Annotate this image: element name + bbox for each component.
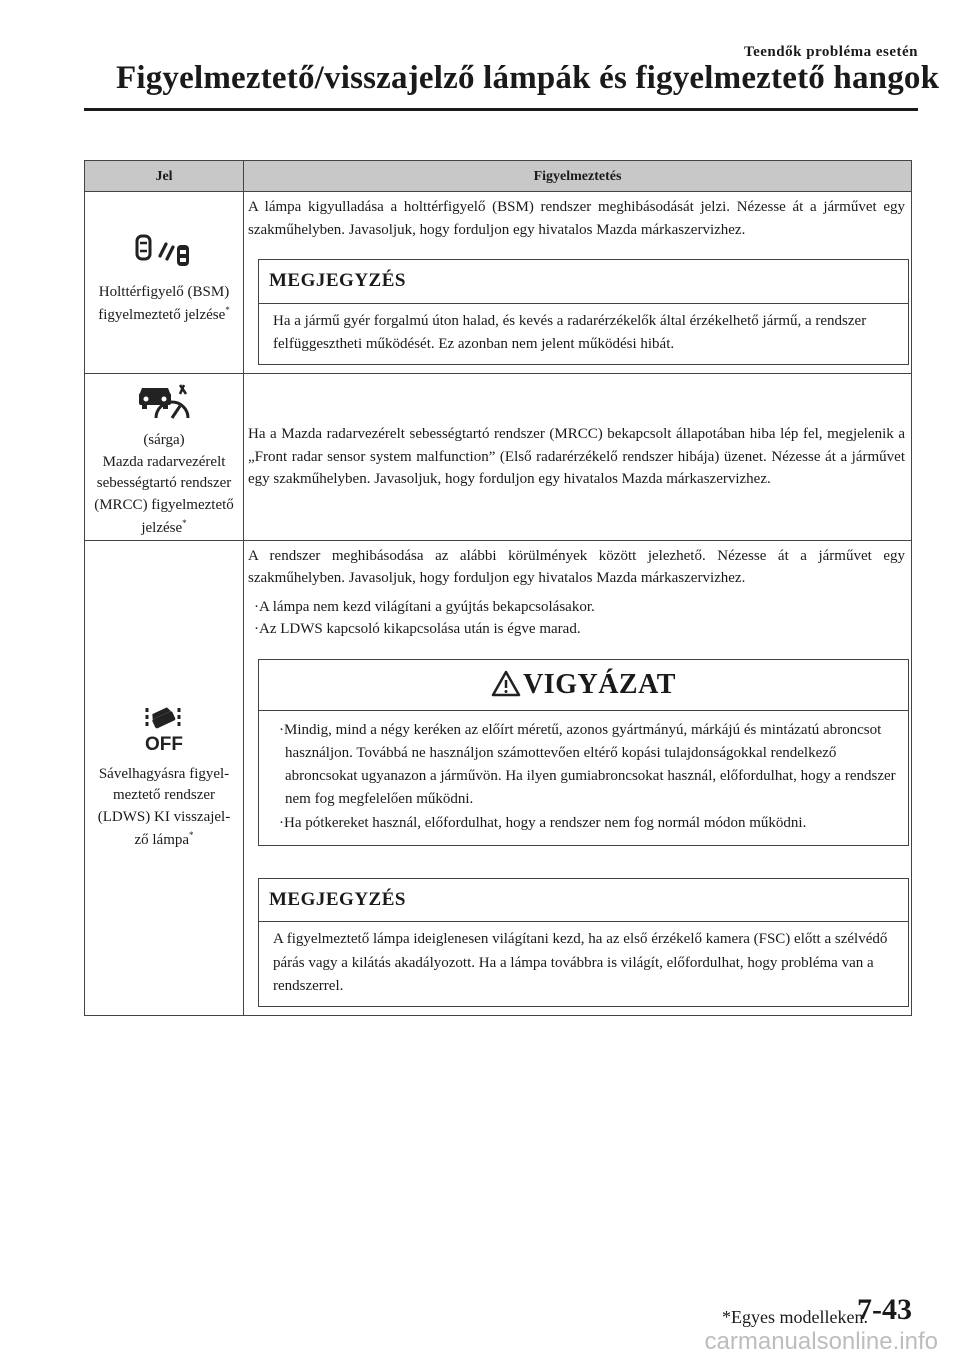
model-star: * xyxy=(189,829,194,840)
footnote: *Egyes modelleken. xyxy=(722,1307,868,1327)
warning-cell xyxy=(244,374,912,541)
warning-triangle-icon xyxy=(491,670,521,697)
warning-text: A lámpa kigyulladása a holttérfigyelő (BSM) rendszer meghibásodását jelzi. Nézesse át a járművet egy szakműhelyben. Javasoljuk, hogy forduljon egy hivatalos Mazda márkaszervizhez. xyxy=(248,199,905,238)
sign-label-line: sebességtartó rendszer xyxy=(96,475,232,492)
model-star: * xyxy=(182,517,187,528)
table-row xyxy=(85,374,912,541)
sign-label-line: (LDWS) KI visszajel- xyxy=(97,809,231,826)
list-item: ·Ha pótkereket használ, előfordulhat, hogy a rendszer nem fog normál módon működni. xyxy=(279,814,807,831)
sign-label-line: (MRCC) figyelmeztető xyxy=(94,497,234,513)
bullet-list xyxy=(244,590,911,641)
mrcc-warning-icon xyxy=(87,382,241,428)
list-item: ·Az LDWS kapcsoló kikapcsolása után is égve marad. xyxy=(254,621,581,637)
table-row xyxy=(85,192,912,374)
warning-text: Ha a Mazda radarvezérelt sebességtartó rendszer (MRCC) bekapcsolt állapotában hiba lép fel, megjelenik a „Front radar sensor system malfunction” (Első radarérzékelő rendszer hibája) üzenet. Nézesse át a járművet egy szakműhelyben. Javasoljuk, hogy forduljon egy hivatalos Mazda márkaszervizhez. xyxy=(248,426,905,487)
note-title: MEGJEGYZÉS xyxy=(259,879,908,923)
sign-label-line: Sávelhagyásra figyel- xyxy=(98,765,230,782)
caution-body xyxy=(259,711,908,845)
list-item: ·Mindig, mind a négy keréken az előírt méretű, azonos gyártmányú, márkájú és mintázatú abroncsot használjon. Továbbá ne használjon számottevően eltérő kopási tulajdonságokkal rendelkező abroncsokat ugyanazon a járművön. Ha ilyen gumiabroncsokat használ, előfordulhat, hogy a rendszer nem fog megfelelően működni. xyxy=(279,721,896,808)
sign-cell xyxy=(85,374,244,541)
note-box xyxy=(258,878,909,1007)
bsm-warning-icon xyxy=(87,230,241,278)
sign-label-line: Mazda radarvezérelt xyxy=(102,453,226,470)
page-number: 7-43 xyxy=(857,1293,912,1326)
column-header-warning: Figyelmeztetés xyxy=(244,161,912,192)
sign-label-line: jelzése xyxy=(141,519,183,536)
table-row xyxy=(85,540,912,1016)
section-label: Teendők probléma esetén xyxy=(743,44,918,60)
ldws-off-text: OFF xyxy=(145,733,183,752)
sign-label-line: (sárga) xyxy=(143,431,185,448)
column-header-sign: Jel xyxy=(85,161,244,192)
warning-cell xyxy=(244,192,912,374)
sign-label-line: Holttérfigyelő (BSM) xyxy=(98,284,230,301)
page-title: Figyelmeztető/visszajelző lámpák és figyelmeztető hangok xyxy=(116,60,940,96)
sign-label-line: ző lámpa xyxy=(134,831,190,848)
note-box xyxy=(258,259,909,365)
sign-label-line: meztető rendszer xyxy=(112,787,216,804)
watermark: carmanualsonline.info xyxy=(704,1328,938,1355)
header-rule xyxy=(84,108,918,111)
sign-label-line: figyelmeztető jelzése xyxy=(98,306,226,323)
warning-table xyxy=(84,160,912,1016)
caution-box xyxy=(258,659,909,846)
model-star: * xyxy=(225,304,230,315)
note-text: Ha a jármű gyér forgalmú úton halad, és kevés a radarérzékelők által érzékelhető jármű, a rendszer felfüggesztheti működését. Ez azonban nem jelent működési hibát. xyxy=(273,312,867,352)
list-item: ·A lámpa nem kezd világítani a gyújtás bekapcsolásakor. xyxy=(254,598,595,615)
caution-title: VIGYÁZAT xyxy=(523,668,676,700)
sign-cell xyxy=(85,192,244,374)
table-header-row xyxy=(85,161,912,192)
note-text: A figyelmeztető lámpa ideiglenesen világítani kezd, ha az első érzékelő kamera (FSC) előtt a szélvédő párás vagy a kilátás akadályozott. Ha a lámpa továbbra is világít, előfordulhat, hogy probléma van a rendszerrel. xyxy=(273,931,888,994)
sign-cell xyxy=(85,540,244,1016)
warning-text: A rendszer meghibásodása az alábbi körülmények között jelezhető. Nézesse át a járművet egy szakműhelyben. Javasoljuk, hogy forduljon egy hivatalos Mazda márkaszervizhez. xyxy=(248,547,905,586)
warning-cell xyxy=(244,540,912,1016)
caution-header xyxy=(259,660,908,711)
note-title: MEGJEGYZÉS xyxy=(259,260,908,304)
ldws-off-icon xyxy=(87,704,241,760)
